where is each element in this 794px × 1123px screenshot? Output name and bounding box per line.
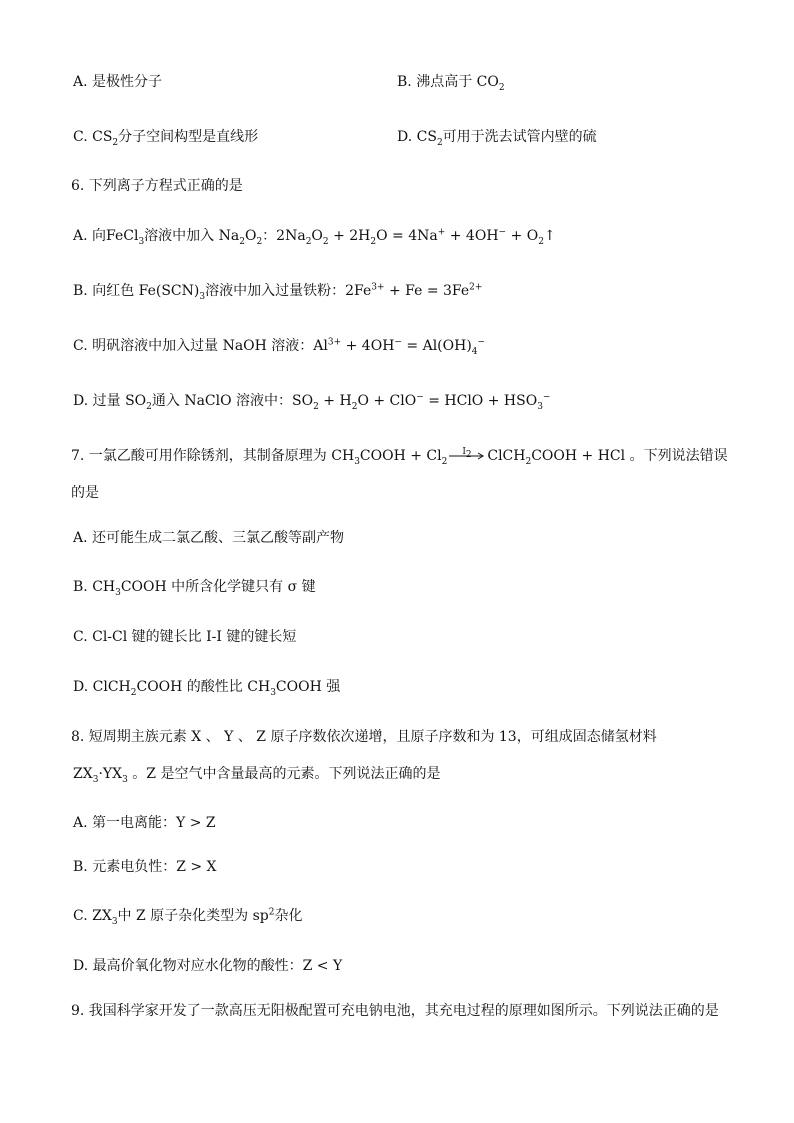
q7-option-a: A. 还可能生成二氯乙酸、三氯乙酸等副产物 [73,530,345,546]
q8-option-b: B. 元素电负性：Z > X [73,859,217,875]
q6-option-a: A. 向FeCl$_3$溶液中加入 $Na_2O_2$：$2Na_2O_2 + 2H_2O = 4Na^+ + 4OH^-$ + $O_2↑$ [73,227,556,247]
q5-option-a: A. 是极性分子 [73,74,163,90]
q5-option-c: C. $CS_2$分子空间构型是直线形 [73,129,259,148]
q5-option-d: D. $CS_2$可用于洗去试管内壁的硫 [397,129,597,148]
q7-option-b: B. $CH_3COOH$ 中所含化学键只有 σ 键 [73,579,316,598]
q8-option-d: D. 最高价氧化物对应水化物的酸性：Z < Y [73,958,343,974]
q8-stem-line2: $ZX_3\cdot YX_3$ 。Z 是空气中含量最高的元素。下列说法正确的是 [73,766,441,785]
q8-option-c: C. $ZX_3$中 Z 原子杂化类型为 $sp^2$杂化 [73,907,303,927]
q8-stem-line1: 8. 短周期主族元素 X 、 Y 、 Z 原子序数依次递增，且原子序数和为 13，可组成固态储氢材料 [71,729,657,745]
q7-option-d: D. ClCH$_2$COOH 的酸性比 $CH_3COOH$ 强 [73,679,341,698]
q6-option-b: B. 向红色 $Fe(SCN)_3$溶液中加入过量铁粉：$2Fe^{3+} + Fe = 3Fe^{2+}$ [73,282,483,302]
q7-stem-line2: 的是 [71,485,99,501]
q9-stem: 9. 我国科学家开发了一款高压无阳极配置可充电钠电池，其充电过程的原理如图所示。下列说法正确的是 [71,1003,719,1019]
q7-option-c: C. Cl-Cl 键的键长比 I-I 键的键长短 [73,629,297,645]
q6-stem: 6. 下列离子方程式正确的是 [71,178,243,194]
q6-option-d: D. 过量 $SO_2$通入 NaClO 溶液中：$SO_2 + H_2O + ClO^-$ = HClO + $HSO_3^-$ [73,392,551,412]
q5-option-b: B. 沸点高于 $CO_2$ [397,74,505,93]
reaction-arrow-icon: $I_2$ [449,452,485,460]
q6-option-c: C. 明矾溶液中加入过量 NaOH 溶液：$Al^{3+} + 4OH^- = Al(OH)_4^-$ [73,337,486,357]
q8-option-a: A. 第一电离能：Y > Z [73,815,216,831]
q7-stem-line1: 7. 一氯乙酸可用作除锈剂，其制备原理为 $CH_3COOH + Cl_2$ $I_2$ ClCH$_2$COOH + HCl 。下列说法错误 [71,447,728,467]
